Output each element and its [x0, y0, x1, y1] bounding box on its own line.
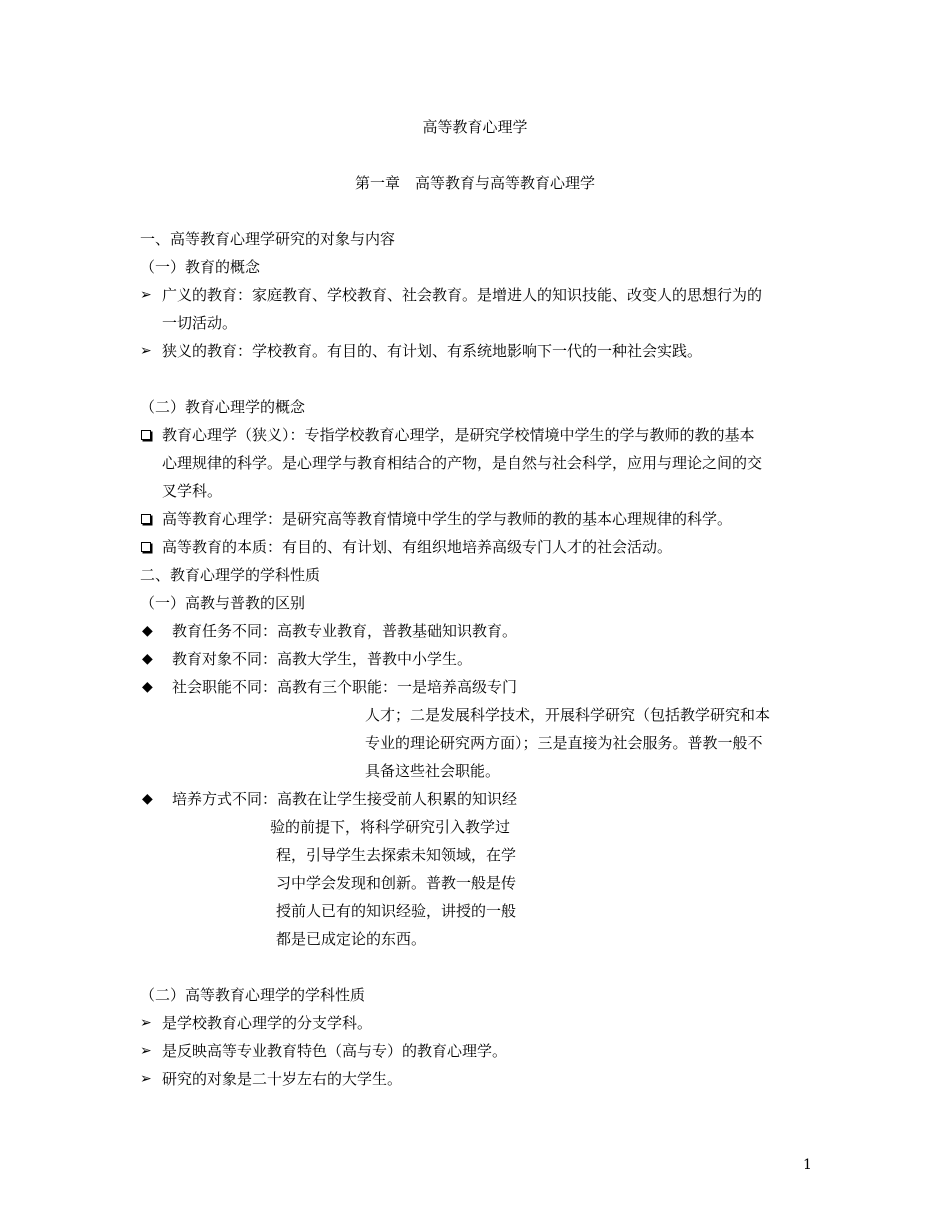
list-item: 一切活动。	[162, 314, 238, 332]
diamond-bullet-icon: ◆	[142, 679, 153, 695]
section-1-sub-2: （二）教育心理学的概念	[140, 398, 306, 416]
list-item-continuation: 授前人已有的知识经验，讲授的一般	[276, 902, 517, 920]
list-item: 教育任务不同：高教专业教育，普教基础知识教育。	[172, 622, 518, 640]
list-item: 叉学科。	[162, 482, 223, 500]
list-item: 社会职能不同：高教有三个职能：一是培养高级专门	[172, 678, 518, 696]
document-title: 高等教育心理学	[422, 118, 528, 136]
arrowhead-bullet-icon: ➢	[140, 1071, 152, 1087]
list-item: 高等教育心理学：是研究高等教育情境中学生的学与教师的教的基本心理规律的科学。	[162, 510, 733, 528]
section-1-heading: 一、高等教育心理学研究的对象与内容	[140, 230, 396, 248]
list-item: 高等教育的本质：有目的、有计划、有组织地培养高级专门人才的社会活动。	[162, 538, 673, 556]
diamond-bullet-icon: ◆	[142, 791, 153, 807]
list-item-continuation: 具备这些社会职能。	[365, 762, 501, 780]
checkbox-bullet-icon	[141, 542, 151, 552]
list-item-continuation: 程，引导学生去探索未知领域，在学	[276, 846, 517, 864]
list-item: 培养方式不同：高教在让学生接受前人积累的知识经	[172, 790, 518, 808]
checkbox-bullet-icon	[141, 430, 151, 440]
list-item-continuation: 人才；二是发展科学技术，开展科学研究（包括教学研究和本	[365, 706, 771, 724]
checkbox-bullet-icon	[141, 514, 151, 524]
list-item: 是学校教育心理学的分支学科。	[162, 1014, 373, 1032]
list-item: 教育心理学（狭义）：专指学校教育心理学，是研究学校情境中学生的学与教师的教的基本	[162, 426, 755, 444]
list-item: 教育对象不同：高教大学生，普教中小学生。	[172, 650, 473, 668]
section-2-sub-2: （二）高等教育心理学的学科性质	[140, 986, 366, 1004]
list-item: 是反映高等专业教育特色（高与专）的教育心理学。	[162, 1042, 508, 1060]
section-1-sub-1: （一）教育的概念	[140, 258, 261, 276]
list-item-continuation: 都是已成定论的东西。	[276, 930, 427, 948]
arrowhead-bullet-icon: ➢	[140, 287, 152, 303]
list-item: 心理规律的科学。是心理学与教育相结合的产物，是自然与社会科学，应用与理论之间的交	[162, 454, 763, 472]
list-item-continuation: 习中学会发现和创新。普教一般是传	[276, 874, 517, 892]
list-item: 狭义的教育：学校教育。有目的、有计划、有系统地影响下一代的一种社会实践。	[162, 342, 703, 360]
list-item: 研究的对象是二十岁左右的大学生。	[162, 1070, 403, 1088]
diamond-bullet-icon: ◆	[142, 651, 153, 667]
arrowhead-bullet-icon: ➢	[140, 1043, 152, 1059]
section-2-sub-1: （一）高教与普教的区别	[140, 594, 306, 612]
list-item-continuation: 专业的理论研究两方面）；三是直接为社会服务。普教一般不	[365, 734, 763, 752]
arrowhead-bullet-icon: ➢	[140, 343, 152, 359]
chapter-title: 第一章 高等教育与高等教育心理学	[354, 174, 595, 192]
arrowhead-bullet-icon: ➢	[140, 1015, 152, 1031]
diamond-bullet-icon: ◆	[142, 623, 153, 639]
list-item-continuation: 验的前提下，将科学研究引入教学过	[270, 818, 511, 836]
section-2-heading: 二、教育心理学的学科性质	[140, 566, 321, 584]
page-number: 1	[803, 1157, 812, 1173]
list-item: 广义的教育：家庭教育、学校教育、社会教育。是增进人的知识技能、改变人的思想行为的	[162, 286, 763, 304]
